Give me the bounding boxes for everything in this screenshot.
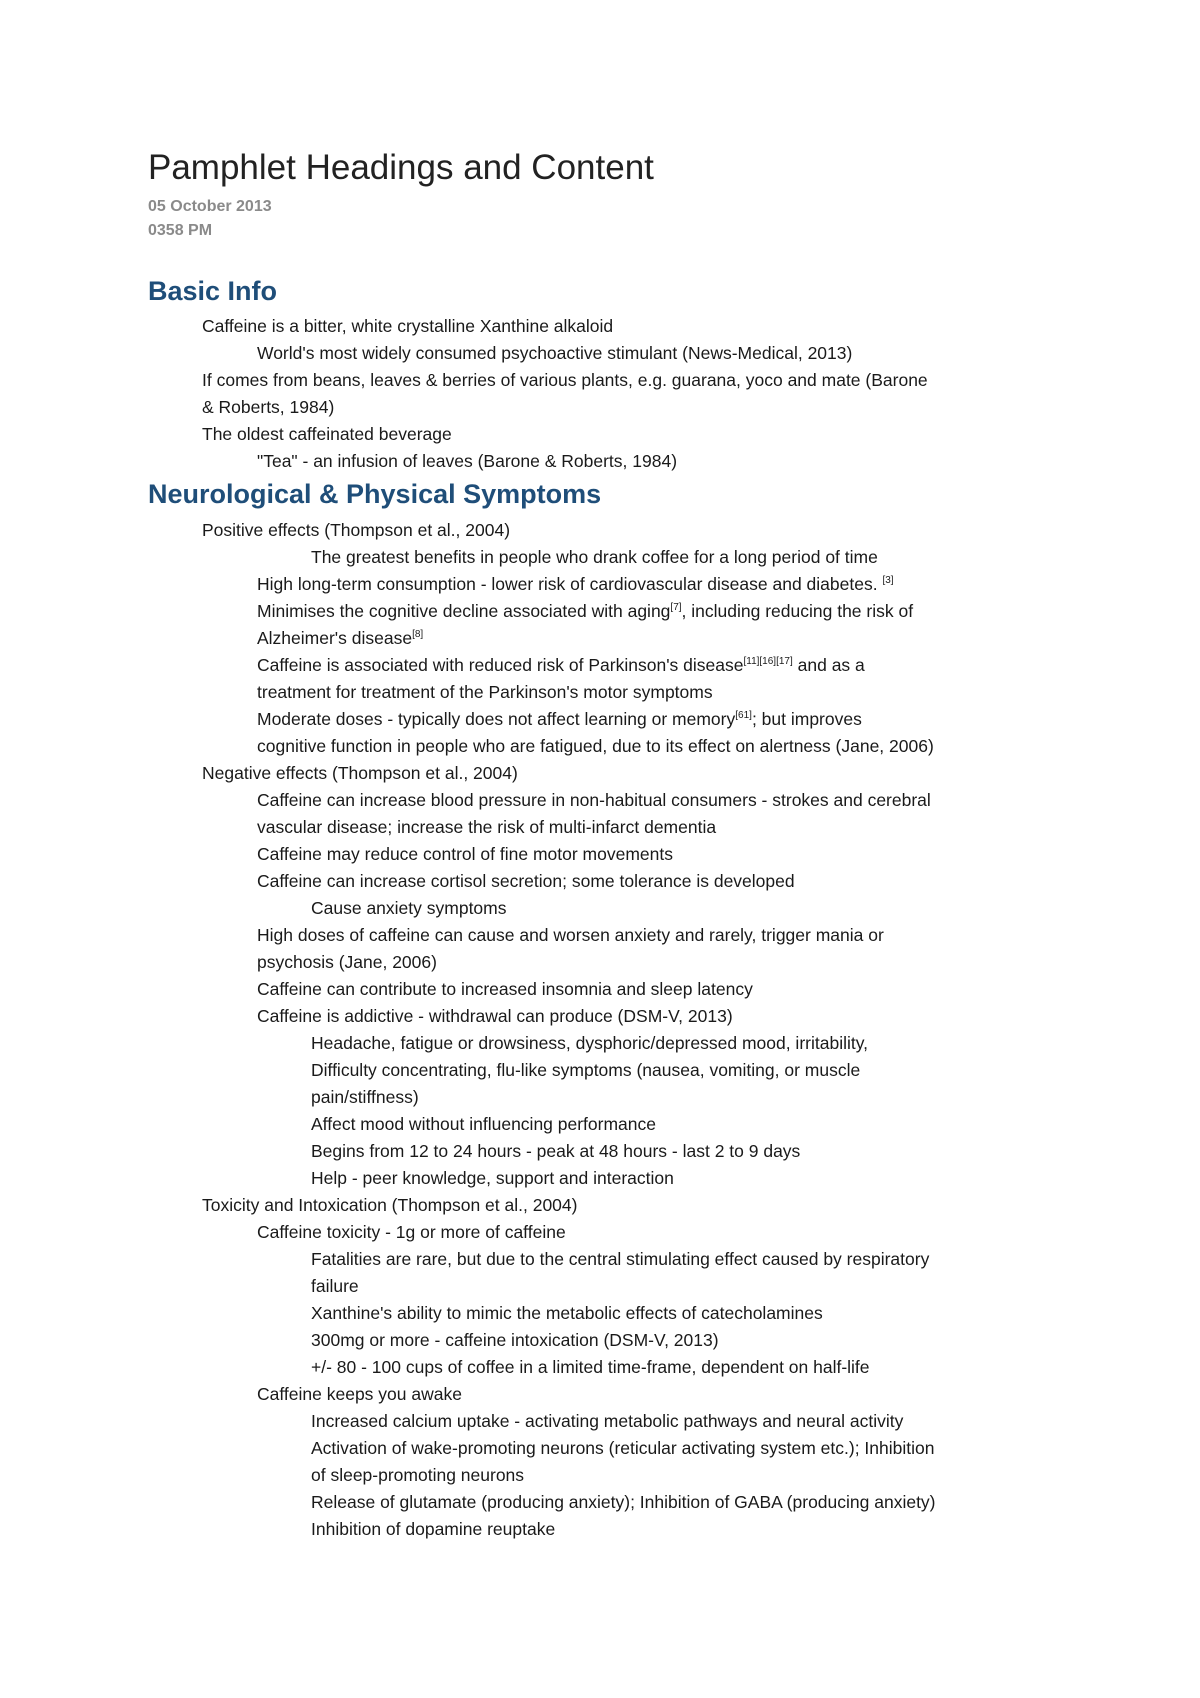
list-item: Help - peer knowledge, support and interaction: [311, 1168, 674, 1188]
list-item: [257, 652, 865, 679]
list-item: pain/stiffness): [311, 1087, 419, 1107]
list-item: The greatest benefits in people who drank coffee for a long period of time: [311, 547, 878, 567]
list-item: Negative effects (Thompson et al., 2004): [202, 763, 518, 783]
list-item: If comes from beans, leaves & berries of various plants, e.g. guarana, yoco and mate (Barone: [202, 370, 928, 390]
line-text: Caffeine is associated with reduced risk of Parkinson's disease: [257, 655, 744, 675]
list-item: Begins from 12 to 24 hours - peak at 48 hours - last 2 to 9 days: [311, 1141, 801, 1161]
citation-ref: [16]: [759, 656, 777, 667]
list-item: The oldest caffeinated beverage: [202, 424, 452, 444]
page-time: 0358 PM: [148, 222, 213, 239]
list-item: World's most widely consumed psychoactive stimulant (News-Medical, 2013): [257, 343, 853, 363]
heading-basic-info: Basic Info: [148, 276, 278, 306]
line-text: High long-term consumption - lower risk of cardiovascular disease and diabetes.: [257, 574, 883, 594]
list-item: Caffeine can increase blood pressure in non-habitual consumers - strokes and cerebral: [257, 790, 931, 810]
list-item: cognitive function in people who are fatigued, due to its effect on alertness (Jane, 2006): [257, 736, 934, 756]
list-item: psychosis (Jane, 2006): [257, 952, 437, 972]
list-item: Inhibition of dopamine reuptake: [311, 1519, 556, 1539]
list-item: +/- 80 - 100 cups of coffee in a limited time-frame, dependent on half-life: [311, 1357, 870, 1377]
list-item: "Tea" - an infusion of leaves (Barone & Roberts, 1984): [257, 451, 678, 471]
heading-symptoms: Neurological & Physical Symptoms: [148, 479, 602, 509]
list-item: Increased calcium uptake - activating metabolic pathways and neural activity: [311, 1411, 904, 1431]
list-item: failure: [311, 1276, 359, 1296]
list-item: Xanthine's ability to mimic the metabolic effects of catecholamines: [311, 1303, 823, 1323]
list-item: [257, 706, 862, 733]
list-item: Difficulty concentrating, flu-like symptoms (nausea, vomiting, or muscle: [311, 1060, 861, 1080]
list-item: Caffeine can increase cortisol secretion; some tolerance is developed: [257, 871, 795, 891]
list-item: Caffeine keeps you awake: [257, 1384, 462, 1404]
page-date: 05 October 2013: [148, 198, 272, 215]
list-item: Fatalities are rare, but due to the central stimulating effect caused by respiratory: [311, 1249, 930, 1269]
line-text: , including reducing the risk of: [681, 601, 914, 621]
list-item: Release of glutamate (producing anxiety); Inhibition of GABA (producing anxiety): [311, 1492, 936, 1512]
list-item: vascular disease; increase the risk of multi-infarct dementia: [257, 817, 717, 837]
page-title: Pamphlet Headings and Content: [148, 148, 654, 187]
list-item: treatment for treatment of the Parkinson's motor symptoms: [257, 682, 713, 702]
list-item: Caffeine is a bitter, white crystalline Xanthine alkaloid: [202, 316, 614, 336]
list-item: 300mg or more - caffeine intoxication (DSM-V, 2013): [311, 1330, 719, 1350]
list-item: Caffeine toxicity - 1g or more of caffeine: [257, 1222, 566, 1242]
line-text: Alzheimer's disease: [257, 628, 413, 648]
citation-ref: [11]: [743, 656, 760, 667]
list-item: Cause anxiety symptoms: [311, 898, 507, 918]
list-item: High doses of caffeine can cause and worsen anxiety and rarely, trigger mania or: [257, 925, 884, 945]
citation-ref: [7]: [670, 602, 682, 613]
citation-ref: [61]: [735, 710, 752, 721]
citation-ref: [8]: [412, 629, 424, 640]
citation-ref: [3]: [882, 575, 894, 586]
list-item: & Roberts, 1984): [202, 397, 335, 417]
line-text: and as a: [792, 655, 865, 675]
list-item: Headache, fatigue or drowsiness, dysphoric/depressed mood, irritability,: [311, 1033, 869, 1053]
citation-ref: [17]: [776, 656, 793, 667]
line-text: Minimises the cognitive decline associated with aging: [257, 601, 671, 621]
list-item: of sleep-promoting neurons: [311, 1465, 525, 1485]
list-item: Positive effects (Thompson et al., 2004): [202, 520, 511, 540]
list-item: Toxicity and Intoxication (Thompson et al., 2004): [202, 1195, 578, 1215]
list-item: Caffeine may reduce control of fine motor movements: [257, 844, 673, 864]
list-item: Caffeine can contribute to increased insomnia and sleep latency: [257, 979, 753, 999]
list-item: Caffeine is addictive - withdrawal can produce (DSM-V, 2013): [257, 1006, 733, 1026]
list-item: [257, 598, 913, 625]
line-text: ; but improves: [751, 709, 862, 729]
list-item: [257, 571, 894, 598]
line-text: Moderate doses - typically does not affect learning or memory: [257, 709, 736, 729]
list-item: Activation of wake-promoting neurons (reticular activating system etc.); Inhibition: [311, 1438, 935, 1458]
list-item: Affect mood without influencing performance: [311, 1114, 657, 1134]
list-item: [257, 625, 423, 652]
